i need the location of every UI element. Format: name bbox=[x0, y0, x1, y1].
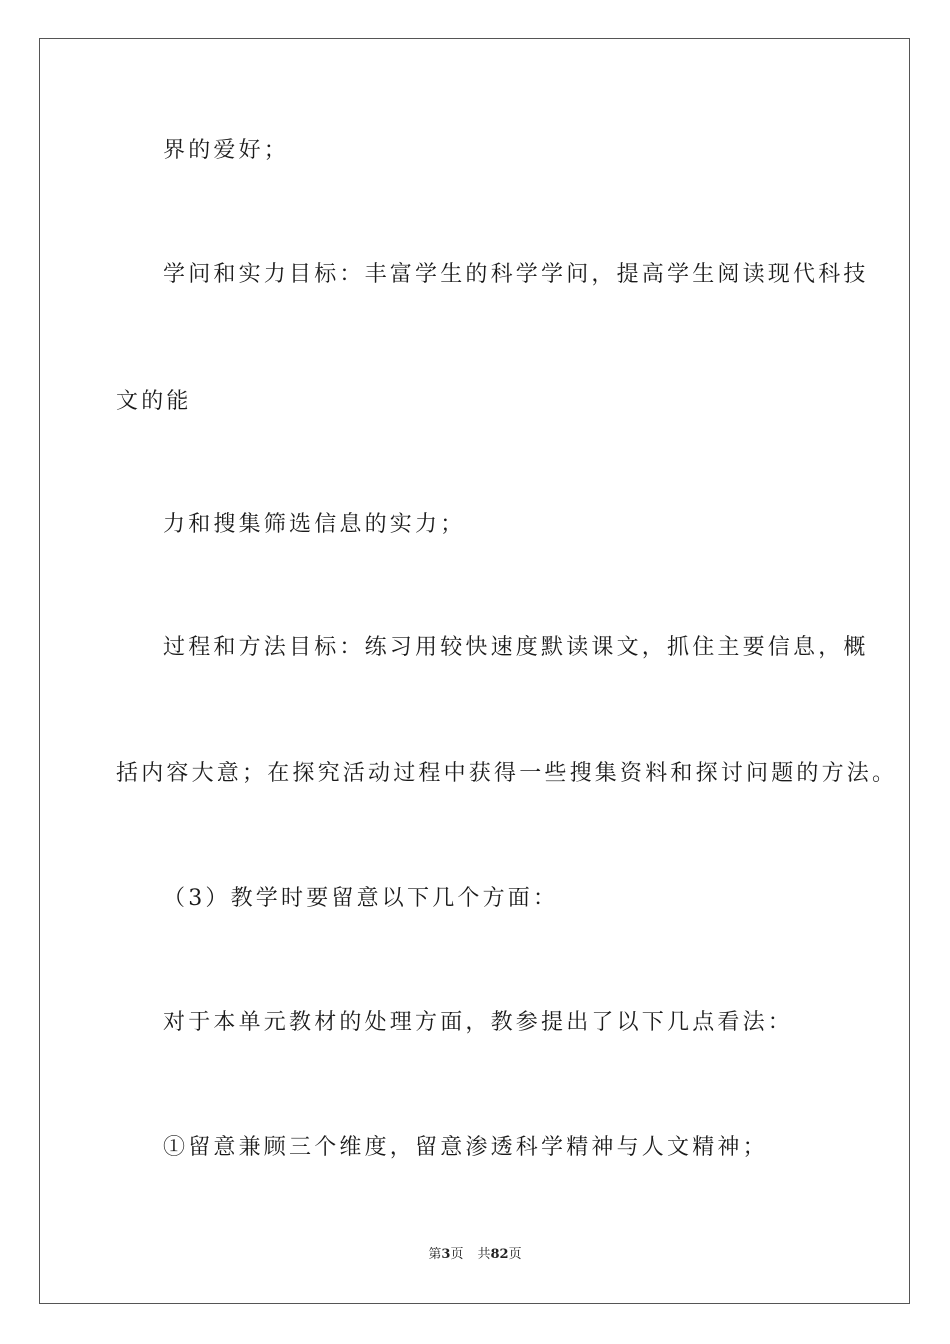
paragraph-line-1: 界的爱好； bbox=[163, 138, 290, 163]
paragraph-line-2: 学问和实力目标：丰富学生的科学学问，提高学生阅读现代科技 bbox=[163, 262, 869, 287]
paragraph-line-8: 对于本单元教材的处理方面，教参提出了以下几点看法： bbox=[163, 1010, 794, 1035]
footer-total-prefix: 共 bbox=[477, 1247, 491, 1262]
list-item-1: ①留意兼顾三个维度，留意渗透科学精神与人文精神； bbox=[163, 1135, 768, 1160]
footer-page-suffix: 页 bbox=[450, 1247, 464, 1262]
page-border bbox=[39, 38, 910, 1304]
footer-total-suffix: 页 bbox=[508, 1247, 522, 1262]
footer-page-number: 3 bbox=[441, 1247, 451, 1262]
paragraph-line-6: 括内容大意；在探究活动过程中获得一些搜集资料和探讨问题的方法。 bbox=[116, 761, 898, 786]
footer-total-number: 82 bbox=[490, 1247, 509, 1262]
footer-page-prefix: 第 bbox=[428, 1247, 442, 1262]
paragraph-line-3: 文的能 bbox=[116, 389, 192, 414]
paragraph-line-5: 过程和方法目标：练习用较快速度默读课文，抓住主要信息，概 bbox=[163, 635, 869, 660]
section-heading-3: （3）教学时要留意以下几个方面： bbox=[163, 886, 559, 911]
page-footer bbox=[0, 1246, 950, 1264]
paragraph-line-4: 力和搜集筛选信息的实力； bbox=[163, 512, 466, 537]
